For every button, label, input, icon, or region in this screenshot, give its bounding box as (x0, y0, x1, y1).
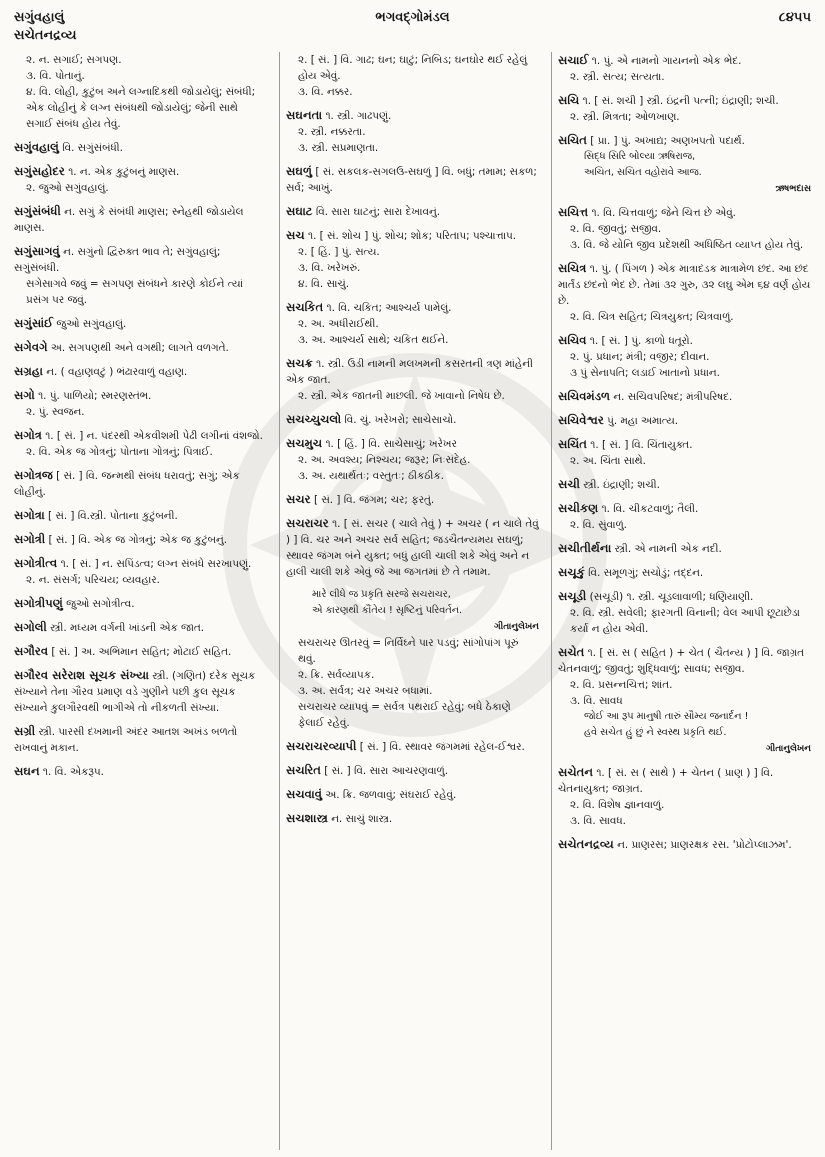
entry-definition: ૧. ન. એક કુટુંબનું માણસ. (68, 166, 180, 178)
entry-sense-line: ૨. વિ. સ્ત્રી. સવેલી; ફારગતી વિનાની; વેલ આપી છૂટાછેડા કર્યા ન હોય એવી. (570, 607, 800, 635)
entry-headword: સચિંત (558, 437, 587, 451)
entry-definition: સ્ત્રી. ઇંદ્રાણી; શચી. (583, 479, 660, 491)
dictionary-entry (14, 595, 267, 612)
entry-definition: ૧. પું. ( પિંગળ ) એક માત્રાદંડક માત્રામેળ છંદ. આ છંદ માર્તંડ છંદનો ભેદ છે. તેમાં ૩૨ ગુરુ, ૩૨ લઘુ એમ ૬૪ વર્ણ હોય છે. (558, 263, 811, 307)
entry-headword: સચેતનદ્રવ્ય (558, 837, 614, 851)
dictionary-entry (558, 564, 811, 581)
dictionary-entry (14, 339, 267, 356)
guide-word-first: સગુંવહાલું (14, 10, 65, 25)
entry-definition: ૧. પું. એ નામનો ગાયનનો એક ભેદ. (591, 55, 742, 67)
entry-definition: [ સં. ] વિ. સારા આચરણવાળું. (324, 765, 449, 777)
entry-definition: ૧. [ સં. ] પું. કાળો ધતૂરો. (589, 335, 693, 347)
entry-headword: સચિ (558, 93, 580, 107)
entry-sense-line: ૪. વિ. લોહી, કુટુંબ અને લગ્નાદિકથી જોડાયેલું; સંબંધી; એક લોહીનું કે લગ્ન સંબંધથી જોડાયેલું; જેની સાથે સગાઈ સંબંધ હોય તેવું. (26, 86, 256, 130)
dictionary-entry (558, 476, 811, 493)
entry-definition: ૧. સ્ત્રી. ઉડી નામની મલખમની કસરતની ત્રણ માંહેની એક જાત. (286, 358, 534, 386)
dictionary-entry (286, 203, 539, 220)
dictionary-entry (14, 139, 267, 156)
entry-quotation-source: ગીતાનુલેખન (494, 622, 539, 632)
entry-definition: ૧. વિ. ચીકટવાળું; તૈલી. (601, 503, 699, 515)
entry-definition: ૧. [ સં. શચી ] સ્ત્રી. ઇંદ્રની પત્ની; ઇંદ્રાણી; શચી. (582, 95, 779, 107)
entry-headword: સચૂકું (558, 565, 585, 579)
entry-headword: સચિવમંડળ (558, 389, 611, 403)
dictionary-entry (14, 52, 267, 132)
dictionary-entry (558, 332, 811, 381)
entry-quotation-line: હવે સચેત હું છું ને સ્વસ્થ પ્રકૃતિ થઈ. (584, 727, 727, 738)
entry-sense-line: ૪. વિ. સાચું. (298, 278, 350, 290)
entry-definition: [ સં. ] વિ. જન્મથી સંબંધ ધરાવતું; સગું; એક લોહીનું. (14, 470, 240, 498)
entry-definition: (સચૂડી) ૧. સ્ત્રી. ચૂડલાવાળી; ધણિયાણી. (589, 591, 754, 603)
entry-sense-line: સગેસાગવે જવું = સગપણ સંબંધને કારણે કોઈને ત્યાં પ્રસંગ પર જવું. (26, 278, 244, 306)
dictionary-entry (286, 515, 539, 580)
entry-headword: સઘનતા (286, 108, 323, 122)
dictionary-entry (558, 436, 811, 469)
dictionary-entry (558, 644, 811, 757)
entry-definition: વિ. સારા ઘાટનું; સારા દેખાવનું. (315, 206, 441, 218)
entry-sense-line: ૨. સ્ત્રી. નક્કરતા. (298, 126, 366, 138)
entry-definition: ૧. [ સં. ] વિ. ચિંતાયુક્ત. (590, 439, 693, 451)
dictionary-entry (286, 491, 539, 508)
entry-definition: ૧. વિ. એકરૂપ. (42, 766, 104, 778)
entry-definition: ન. સચિવપરિષદ; મંત્રીપરિષદ. (613, 391, 733, 403)
entry-definition: જુઓ સગોત્રીત્વ. (66, 598, 135, 610)
dictionary-entry (14, 667, 267, 716)
dictionary-entry (286, 435, 539, 484)
entry-definition: જુઓ સગુંવહાલું. (56, 318, 127, 330)
entry-sense-line: ૨. [ સં. ] વિ. ગાઢ; ઘન; ઘાટું; નિબિડ; ઘનઘોર થઈ રહેલું હોય એવું. (298, 54, 528, 82)
entry-sense-line: ૨. પું. પ્રધાન; મંત્રી; વજીર; દીવાન. (570, 351, 710, 363)
dictionary-entry (286, 738, 539, 755)
entry-definition: ૧. સ્ત્રી. ગાઢપણું. (325, 110, 392, 122)
entry-headword: સગૌરવ (14, 644, 49, 658)
entry-sense-line: ૨. ન. સંસર્ગ; પરિચય; વ્યવહાર. (26, 574, 160, 586)
entry-sense-line: ૩ પું સેનાપતિ; લડાઈ ખાતાનો પ્રધાન. (570, 367, 720, 379)
entry-headword: સગુંસંબંધી (14, 204, 61, 218)
entry-definition: ૧. [ સં. સચર ( ચાલે તેવું ) + અચર ( ન ચાલે તેવું ) ] વિ. ચર અને અચર સર્વ સહિત; જડચૈતન્યમય સઘળું; સ્થાવર જંગમ બંને યુક્ત; બધું હાલી ચાલી શકે એવું અને ન હાલી ચાલી શકે એવું જે આ જગતમાં છે તે તમામ. (286, 518, 539, 578)
entry-headword: સચશાસ્ત્ર (286, 811, 328, 825)
entry-definition: ૧. વિ. ચિત્તવાળું; જેને ચિત્ત છે એવું. (591, 207, 736, 219)
entry-headword: સગોલી (14, 620, 47, 634)
entry-sense-line: ૨. ન. સગાઈ; સગપણ. (26, 54, 122, 66)
entry-definition: ૧. [ સં. સ ( સહિત ) + ચેત ( ચૈતન્ય ) ] વિ. જાગ્રત ચેતનવાળું; જીવતું; શુદ્ધિવાળું; સાવધ; સજીવ. (558, 647, 805, 675)
entry-headword: સચાઈ (558, 53, 589, 67)
entry-headword: સગોત્રીત્વ (14, 556, 58, 570)
entry-headword: સચરિત (286, 763, 321, 777)
entry-sense-line: ૨. સ્ત્રી. મિત્રતા; ઓળખાણ. (570, 111, 680, 123)
entry-sense-line: ૨. અ. અધીરાઈથી. (298, 318, 379, 330)
entry-definition: ન. સાચું શાસ્ત્ર. (331, 813, 393, 825)
dictionary-entry (286, 355, 539, 404)
entry-headword: સચ (286, 228, 305, 242)
entry-definition: ૧. [ હિં. ] વિ. સાચેસાચું; ખરેખર (325, 438, 457, 450)
entry-definition: [ સં. ] વિ.સ્ત્રી. પોતાના કુટુંબની. (48, 510, 178, 522)
entry-headword: સચવાવું (286, 787, 322, 801)
dictionary-entry (14, 203, 267, 236)
entry-headword: સઘાટ (286, 204, 313, 218)
entry-quotation-line: અચિત, સચિત વહોરાવે આજ. (584, 167, 702, 178)
entry-headword: સચીકણ (558, 501, 599, 515)
entry-definition: [ પ્રા. ] પું. અખાદ્ય; અણખપતો પદાર્થ. (590, 135, 745, 147)
entry-headword: સચમુચ (286, 436, 323, 450)
entry-headword: સચિવેશ્વર (558, 413, 604, 427)
entry-definition: વિ. સમૂળગું; સચોડું; તદ્દન. (588, 567, 704, 579)
dictionary-entry (14, 555, 267, 588)
dictionary-entry (286, 299, 539, 348)
entry-sense-line: ૨. વિ. સુંવાળું. (570, 519, 627, 531)
dictionary-entry (14, 387, 267, 420)
dictionary-entry (558, 412, 811, 429)
entry-quotation-source: ઋષભદાસ (775, 184, 811, 194)
entry-sense-line: સચરાચર ઊતરવું = નિર્વિઘ્ને પાર પડવું; સાંગોપાંગ પૂરું થવું. (298, 637, 519, 665)
dictionary-entry (14, 467, 267, 500)
entry-sense-line: ૩. વિ. સાવધ (570, 695, 623, 707)
entry-headword: સગુંસહોદર (14, 164, 65, 178)
dictionary-entry (558, 132, 811, 197)
entry-headword: સચિવ (558, 333, 587, 347)
entry-headword: સચીતીર્થના (558, 541, 612, 555)
entry-sense-line: ૩. અ. યથાર્થતઃ; વસ્તુતઃ; ઠીકઠીક. (298, 470, 444, 482)
dictionary-entry (14, 643, 267, 660)
entry-definition: અ. ક્રિ. જળવાવું; સંઘરાઈ રહેવું. (325, 789, 457, 801)
entry-headword: સગૌરવ સરેરાશ સૂચક સંખ્યા (14, 668, 149, 682)
entry-headword: સચરાચરવ્યાપી (286, 739, 357, 753)
entry-sense-line: ૨. વિ. વિશેષ જ્ઞાનવાળું. (570, 799, 665, 811)
entry-sense-line: ૨. વિ. પ્રસન્નચિત્ત; શાંત. (570, 679, 673, 691)
entry-definition: વિ. ચું. ખરેખરો; સાચેસાચો. (344, 414, 457, 426)
dictionary-entry (286, 411, 539, 428)
entry-definition: ૧. [ સં. શોચ ] પું. શોચ; શોક; પરિતાપ; પશ્ચાત્તાપ. (307, 230, 517, 242)
column-3 (551, 52, 811, 1150)
entry-definition: સ્ત્રી. મધ્યમ વર્ગની ખાંડની એક જાત. (50, 622, 205, 634)
entry-quotation-line: સિદ્ધ સિરિ બોલ્યા ઋષિરાજ, (584, 151, 696, 162)
entry-headword: સચર (286, 492, 311, 506)
dictionary-entry (286, 810, 539, 827)
entry-headword: સગ્રહા (14, 364, 43, 378)
entry-headword: સગુંવહાલું (14, 140, 59, 154)
entry-definition: [ સં. ] વિ. સ્થાવર જંગમમાં રહેલ-ઈશ્વર. (359, 741, 525, 753)
entry-sense-line: ૨. વિ. ચિત્ર સહિત; ચિત્રયુક્ત; ચિત્રવાળું. (570, 311, 734, 323)
entry-sense-line: સચરાચર વ્યાપવું = સર્વત્ર પથરાઈ રહેવું; બધે ઠેકાણે ફેલાઈ રહેવું. (298, 701, 511, 729)
entry-headword: સચચ્ચુચલો (286, 412, 342, 426)
entry-headword: સગોત્ર (14, 428, 42, 442)
entry-quotation-line: જોઈ આ રૂપ માનુષી તારું સૌમ્ય જનાર્દન ! (584, 711, 749, 722)
dictionary-entry (558, 500, 811, 533)
entry-sense-line: ૩. અ. આશ્ચર્ય સાથે; ચકિત થઈને. (298, 334, 449, 346)
entry-sense-line: ૨. વિ. એક જ ગોત્રનું; પોતાના ગોત્રનું; પિત્રાઈ. (26, 446, 213, 458)
entry-definition: [ સં. ] અ. અભિમાન સહિત; મોટાઈ સહિત. (51, 646, 232, 658)
entry-headword: સચિત્ર (558, 261, 587, 275)
column-1 (14, 52, 267, 1150)
entry-headword: સગોત્રા (14, 508, 45, 522)
dictionary-entry (14, 427, 267, 460)
entry-sense-line: ૩. વિ. સાવધ. (570, 815, 626, 827)
entry-definition: પું. મહા અમાત્ય. (607, 415, 679, 427)
dictionary-entry (14, 507, 267, 524)
entry-definition: ૧. વિ. ચકિત; આશ્ચર્ય પામેલું. (326, 302, 452, 314)
dictionary-entry (14, 531, 267, 548)
entry-definition: ન. સગું કે સંબંધી માણસ; સ્નેહથી જોડાયેલ માણસ. (14, 206, 244, 234)
guide-word-last: સચેતનદ્રવ્ય (14, 28, 77, 43)
entry-headword: સચૂડી (558, 589, 587, 603)
dictionary-entry (14, 163, 267, 196)
entry-definition: સ્ત્રી. પારસી દખમાની અંદર આતશ અખંડ બળતો રાખવાનું મકાન. (14, 726, 238, 754)
entry-quotation-line: મારે લીધે જ પ્રકૃતિ સરજે સચરાચર, (312, 589, 451, 600)
column-2 (279, 52, 539, 1150)
entry-headword: સગુંસાગવું (14, 244, 60, 258)
entry-definition: વિ. સગુંસંબંધી. (62, 142, 123, 154)
entry-sense-line: ૨. [ હિં. ] પું. સત્ય. (298, 246, 380, 258)
entry-headword: સચિત્ત (558, 205, 589, 219)
entry-headword: સગો (14, 388, 35, 402)
page-number: ૮૪૫૫ (778, 10, 811, 25)
dictionary-entry (558, 52, 811, 85)
entry-definition: સ્ત્રી. (ગણિત) દરેક સૂચક સંખ્યાને તેના ગૌરવ પ્રમાણ વડે ગુણીને પછી કુલ સૂચક સંખ્યાને કુલગૌરવથી ભાગીએ તો નીકળતી સંખ્યા. (14, 670, 256, 714)
dictionary-columns (14, 52, 811, 1150)
dictionary-entry (286, 762, 539, 779)
entry-definition: સ્ત્રી. એ નામની એક નદી. (614, 543, 722, 555)
entry-definition: ન. ( વહાણવટું ) ભંઢારવાળું વહાણ. (46, 366, 188, 378)
entry-definition: [ સં. ] વિ. એક જ ગોત્રનું; એક જ કુટુંબનું. (48, 534, 228, 546)
entry-headword: સગોત્રી (14, 532, 46, 546)
entry-headword: સચિત (558, 133, 587, 147)
entry-sense-line: ૩. અ. સર્વત્ર; ચર અચર બધામાં. (298, 685, 433, 697)
entry-definition: ૧. [ સં. સ ( સાથે ) + ચેતન ( પ્રાણ ) ] વિ. ચેતનાયુક્ત; જાગ્રત. (558, 767, 774, 795)
dictionary-entry (558, 540, 811, 557)
entry-headword: સઘન (14, 764, 40, 778)
dictionary-entry (286, 786, 539, 803)
entry-headword: સગોત્રજ (14, 468, 53, 482)
entry-headword: સચેત (558, 645, 585, 659)
entry-definition: ૧. પું. પાળિયો; સ્મરણસ્તંભ. (38, 390, 152, 402)
entry-sense-line: ૨. સ્ત્રી. એક જાતની માછલી. જે ખાવાનો નિષેધ છે. (298, 390, 505, 402)
entry-sense-line: ૨. વિ. જીવતું; સજીવ. (570, 223, 662, 235)
entry-definition: ૧. [ સં. ] ન. પંદરથી એકવીશમી પેઢી લગીનાં વંશજો. (45, 430, 263, 442)
entry-headword: સગોત્રીપણું (14, 596, 63, 610)
dictionary-entry (286, 227, 539, 292)
entry-definition: અ. સગપણથી અને વગથી; લાગતે વળગતે. (50, 342, 229, 354)
entry-headword: સઘળું (286, 164, 313, 178)
entry-sense-line: ૩. સ્ત્રી. સપ્રમાણતા. (298, 142, 379, 154)
entry-quotation-line: એ કારણથી કૌંતેય ! સૃષ્ટિનું પરિવર્તન. (312, 605, 463, 616)
dictionary-entry (286, 52, 539, 100)
entry-sense-line: ૨. પું. સ્વજન. (26, 406, 85, 418)
entry-sense-line: ૨. અ. ચિંતા સાથે. (570, 455, 646, 467)
entry-headword: સચક્ર (286, 356, 313, 370)
dictionary-entry (558, 260, 811, 325)
entry-definition: ૧. [ સં. ] ન. સપિંડત્વ; લગ્ન સંબંધે સરખાપણું. (60, 558, 252, 570)
entry-sense-line: ૩. વિ. ખરેખરું. (298, 262, 361, 274)
dictionary-entry (14, 363, 267, 380)
dictionary-entry (14, 763, 267, 780)
dictionary-entry (286, 163, 539, 196)
dictionary-entry (14, 723, 267, 756)
entry-definition: ન. પ્રાણરસ; પ્રાણરક્ષક રસ. 'પ્રોટોપ્લાઝમ'. (617, 839, 792, 851)
dictionary-entry (286, 107, 539, 156)
dictionary-entry (558, 836, 811, 853)
dictionary-entry (14, 315, 267, 332)
dictionary-entry (558, 764, 811, 829)
entry-definition: [ સં. ] વિ. જંગમ; ચર; ફરતું. (313, 494, 435, 506)
entry-definition: [ સં. સકલક-સગલઉ-સઘળું ] વિ. બધું; તમામ; સકળ; સર્વ; આખું. (286, 166, 537, 194)
entry-sense-line: ૨. ક્રિ. સર્વવ્યાપક. (298, 669, 375, 681)
dictionary-entry (14, 619, 267, 636)
dictionary-entry (286, 587, 539, 731)
page-title: ભગવદ્ગોમંડલ (375, 10, 450, 25)
entry-sense-line: ૨. જુઓ સગુંવહાલું. (26, 182, 109, 194)
dictionary-entry (14, 243, 267, 308)
entry-sense-line: ૩. વિ. જે યોનિ જીવ પ્રદેશથી અધિષ્ઠિત વ્યાપ્ત હોય તેવું. (570, 239, 804, 251)
entry-sense-line: ૩. વિ. નક્કર. (298, 86, 353, 98)
entry-sense-line: ૨. અ. અવશ્ય; નિશ્ચય; જરૂર; નિઃસંદેહ. (298, 454, 471, 466)
entry-quotation-source: ગીતાનુલેખન (766, 744, 811, 754)
dictionary-entry (558, 204, 811, 253)
entry-headword: સચેતન (558, 765, 593, 779)
entry-headword: સગ્રી (14, 724, 36, 738)
entry-sense-line: ૨. સ્ત્રી. સત્ય; સત્યતા. (570, 71, 665, 83)
entry-headword: સચી (558, 477, 580, 491)
dictionary-entry (558, 588, 811, 637)
entry-definition: ન. સગુંનો દ્વિરુક્ત ભાવ તે; સગુંવહાલું; સગુંસંબંધી. (14, 246, 221, 274)
dictionary-entry (558, 92, 811, 125)
entry-headword: સચરાચર (286, 516, 329, 530)
dictionary-entry (558, 388, 811, 405)
entry-headword: સગુંસાંઈ (14, 316, 54, 330)
entry-headword: સગેવગે (14, 340, 48, 354)
entry-sense-line: ૩. વિ. પોતાનું. (26, 70, 85, 82)
entry-headword: સચકિત (286, 300, 324, 314)
